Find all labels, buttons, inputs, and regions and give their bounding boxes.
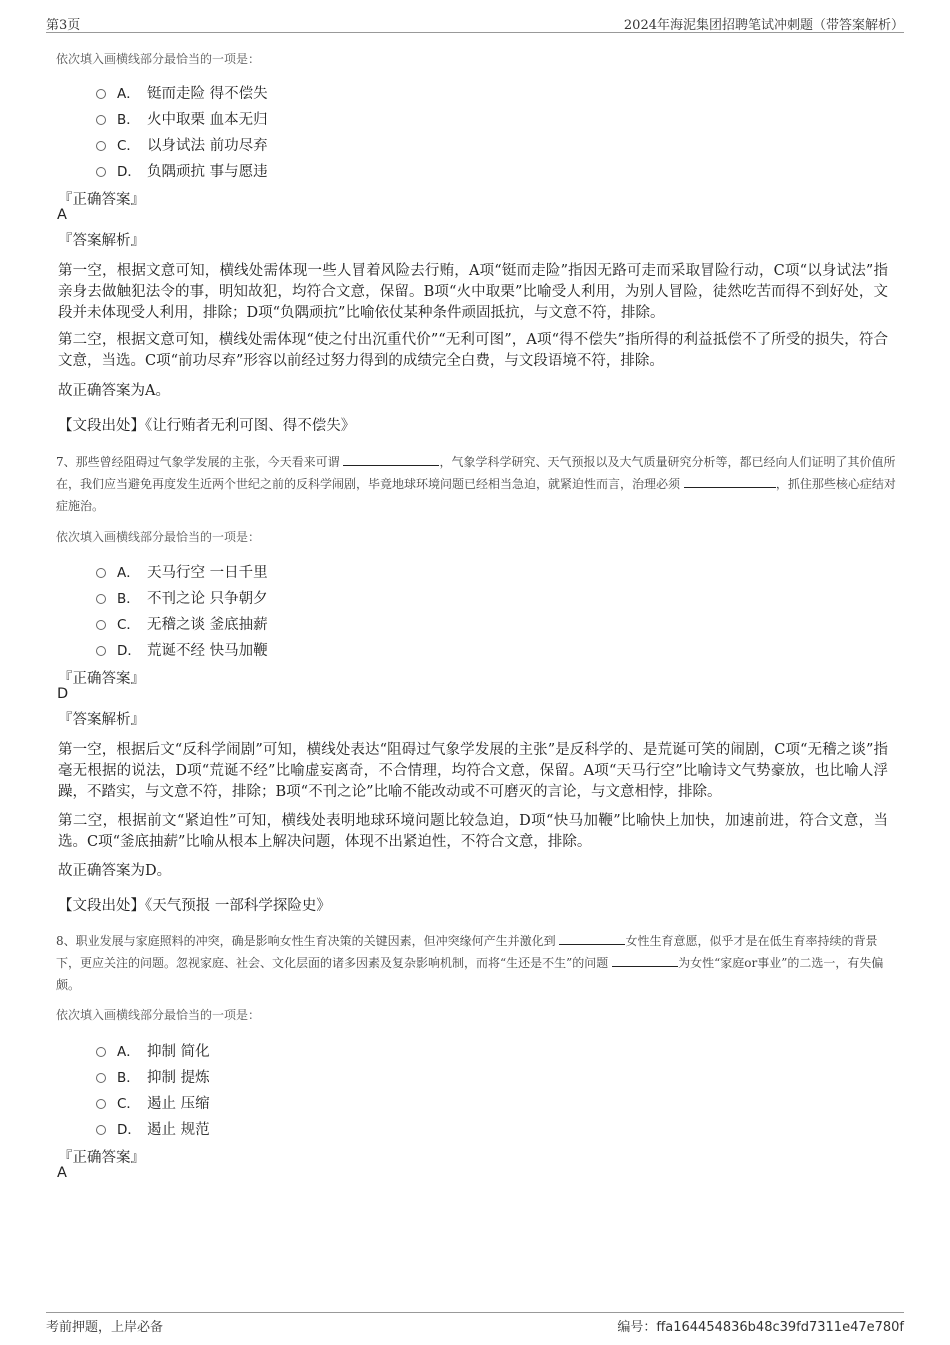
option-letter: D． — [117, 164, 141, 180]
option-text: 铤而走险 得不偿失 — [147, 85, 268, 102]
radio-icon[interactable] — [96, 89, 106, 99]
q7-stem — [56, 451, 896, 517]
q7-stem-text-3: ，抓住那些核心症结对症施治。 — [56, 477, 896, 513]
option-letter: B． — [117, 591, 140, 607]
q7-answer: D — [57, 686, 69, 702]
radio-icon[interactable] — [96, 115, 106, 125]
option-letter: C． — [117, 617, 140, 633]
q8-blank-1 — [559, 932, 625, 945]
q6-analysis-label: 『答案解析』 — [58, 233, 145, 249]
q8-stem-text-2: 女性生育意愿，似乎才是在低生育率持续的背景下，更应关注的问题。忽视家庭、社会、文化层面的诸多因素及复杂影响机制，而将“生还是不生”的问题 — [56, 934, 878, 970]
q8-option-a[interactable] — [96, 1040, 210, 1060]
q7-blank-1 — [343, 453, 439, 466]
radio-icon[interactable] — [96, 568, 106, 578]
option-letter: C． — [117, 1096, 140, 1112]
q7-stem-text-2: ，气象学科学研究、天气预报以及大气质量研究分析等，都已经向人们证明了其价值所在，我们应当避免再度发生近两个世纪之前的反科学闹剧，毕竟地球环境问题已经相当急迫，就紧迫性而言，治理必须 — [56, 455, 896, 491]
option-text: 火中取栗 血本无归 — [147, 111, 268, 128]
radio-icon[interactable] — [96, 1047, 106, 1057]
q8-answer: A — [57, 1165, 67, 1181]
q8-option-d[interactable] — [96, 1118, 210, 1138]
option-letter: A． — [117, 565, 140, 581]
q6-answer: A — [57, 207, 67, 223]
q6-option-d[interactable] — [96, 160, 268, 180]
q6-option-a[interactable] — [96, 82, 268, 102]
option-letter: B． — [117, 112, 140, 128]
radio-icon[interactable] — [96, 1125, 106, 1135]
q7-source: 【文段出处】《天气预报 一部科学探险史》 — [58, 898, 331, 914]
option-text: 负隅顽抗 事与愿违 — [147, 163, 268, 180]
option-letter: D． — [117, 1122, 141, 1138]
q7-stem-text-1: 7、那些曾经阻碍过气象学发展的主张，今天看来可谓 — [56, 455, 340, 469]
q6-option-b[interactable] — [96, 108, 268, 128]
option-text: 荒诞不经 快马加鞭 — [147, 642, 268, 659]
page-header — [46, 14, 904, 33]
radio-icon[interactable] — [96, 1099, 106, 1109]
q8-stem-text-1: 8、职业发展与家庭照料的冲突，确是影响女性生育决策的关键因素，但冲突缘何产生并激化到 — [56, 934, 556, 948]
option-text: 抑制 提炼 — [147, 1069, 210, 1086]
q8-answer-label: 『正确答案』 — [58, 1150, 145, 1166]
radio-icon[interactable] — [96, 141, 106, 151]
q8-option-c[interactable] — [96, 1092, 210, 1112]
option-letter: B． — [117, 1070, 140, 1086]
radio-icon[interactable] — [96, 594, 106, 604]
q7-prompt: 依次填入画横线部分最恰当的一项是： — [56, 530, 261, 544]
footer-serial: 编号：ffa164454836b48c39fd7311e47e780f — [617, 1320, 904, 1335]
radio-icon[interactable] — [96, 620, 106, 630]
option-text: 抑制 简化 — [147, 1043, 210, 1060]
q6-prompt: 依次填入画横线部分最恰当的一项是： — [56, 52, 261, 66]
option-text: 以身试法 前功尽弃 — [147, 137, 268, 154]
q6-answer-label: 『正确答案』 — [58, 192, 145, 208]
option-text: 无稽之谈 釜底抽薪 — [147, 616, 268, 633]
q7-analysis-para-2: 第二空，根据前文“紧迫性”可知，横线处表明地球环境问题比较急迫，D项“快马加鞭”比喻快上加快，加速前进，符合文意，当选。C项“釜底抽薪”比喻从根本上解决问题，体现不出紧迫性，不符合文意，排除。 — [58, 813, 888, 850]
option-letter: A． — [117, 1044, 140, 1060]
footer-slogan: 考前押题，上岸必备 — [46, 1320, 164, 1335]
page-number: 第3页 — [46, 18, 81, 33]
option-text: 遏止 压缩 — [147, 1095, 210, 1112]
radio-icon[interactable] — [96, 646, 106, 656]
q7-option-b[interactable] — [96, 587, 268, 607]
q7-blank-2 — [684, 475, 776, 488]
document-title: 2024年海泥集团招聘笔试冲刺题（带答案解析） — [623, 18, 904, 33]
option-text: 遏止 规范 — [147, 1121, 210, 1138]
q6-source: 【文段出处】《让行贿者无利可图、得不偿失》 — [58, 418, 356, 434]
q8-stem-text-3: 为女性“家庭or事业”的二选一，有失偏颇。 — [56, 956, 884, 992]
q7-option-d[interactable] — [96, 639, 268, 659]
option-letter: A． — [117, 86, 140, 102]
q7-analysis-para-1: 第一空，根据后文“反科学闹剧”可知，横线处表达“阻碍过气象学发展的主张”是反科学的、是荒诞可笑的闹剧，C项“无稽之谈”指毫无根据的说法，D项“荒诞不经”比喻虚妄离奇，不合情理，均符合文意，保留。A项“天马行空”比喻诗文气势豪放，也比喻人浮躁，不踏实，与文意不符，排除；B项“不刊之论”比喻不能改动或不可磨灭的言论，与文意相悖，排除。 — [58, 742, 888, 800]
option-letter: D． — [117, 643, 141, 659]
q7-option-c[interactable] — [96, 613, 268, 633]
q8-stem — [56, 930, 896, 996]
q7-conclusion: 故正确答案为D。 — [58, 863, 172, 879]
option-text: 天马行空 一日千里 — [147, 564, 268, 581]
option-letter: C． — [117, 138, 140, 154]
q6-option-c[interactable] — [96, 134, 268, 154]
q7-analysis-label: 『答案解析』 — [58, 712, 145, 728]
q7-option-a[interactable] — [96, 561, 268, 581]
q6-analysis-para-2: 第二空，根据文意可知，横线处需体现“使之付出沉重代价”“无利可图”，A项“得不偿失”指所得的利益抵偿不了所受的损失，符合文意，当选。C项“前功尽弃”形容以前经过努力得到的成绩完全白费，与文段语境不符，排除。 — [58, 332, 888, 369]
q6-conclusion: 故正确答案为A。 — [58, 383, 170, 399]
page-footer — [46, 1312, 904, 1335]
radio-icon[interactable] — [96, 1073, 106, 1083]
radio-icon[interactable] — [96, 167, 106, 177]
option-text: 不刊之论 只争朝夕 — [147, 590, 268, 607]
q6-analysis-para-1: 第一空，根据文意可知，横线处需体现一些人冒着风险去行贿，A项“铤而走险”指因无路可走而采取冒险行动，C项“以身试法”指亲身去做触犯法令的事，明知故犯，均符合文意，保留。B项“火中取栗”比喻受人利用，为别人冒险，徒然吃苦而得不到好处，文段并未体现受人利用，排除；D项“负隅顽抗”比喻依仗某种条件顽固抵抗，与文意不符，排除。 — [58, 263, 888, 321]
q7-answer-label: 『正确答案』 — [58, 671, 145, 687]
q8-blank-2 — [612, 954, 678, 967]
q8-option-b[interactable] — [96, 1066, 210, 1086]
q8-prompt: 依次填入画横线部分最恰当的一项是： — [56, 1008, 261, 1022]
